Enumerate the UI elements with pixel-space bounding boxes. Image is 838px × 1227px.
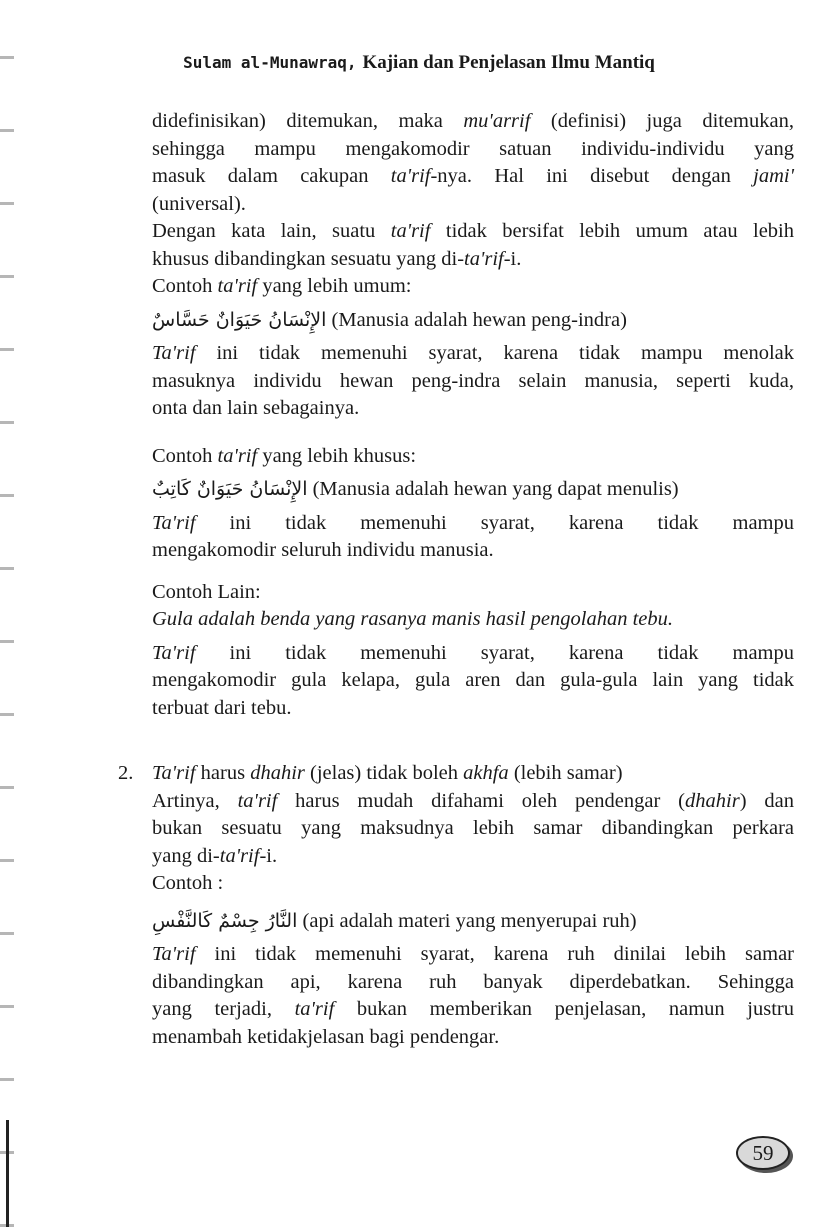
text-line: dibandingkan api, karena ruh banyak diperdebatkan. Sehingga: [152, 970, 794, 993]
text-run: yang lebih umum:: [257, 275, 412, 297]
arabic-text: النَّارُ جِسْمٌ كَالنَّفْسِ: [152, 909, 298, 932]
example-gloss: (Manusia adalah hewan peng-indra): [331, 308, 627, 331]
text-run: (definisi) juga ditemukan,: [530, 110, 794, 132]
italic-term: ta'rif: [217, 444, 258, 467]
page-body: [118, 108, 794, 1051]
text-run: -nya. Hal ini disebut dengan: [430, 165, 754, 187]
text-run: masuk dalam cakupan: [152, 165, 391, 187]
text-line: mengakomodir gula kelapa, gula aren dan gula-gula lain yang tidak: [152, 669, 794, 691]
arabic-example-line: [152, 476, 794, 504]
text-run: -i.: [503, 247, 522, 270]
example-gloss: (api adalah materi yang menyerupai ruh): [302, 909, 637, 932]
text-line: [152, 246, 794, 274]
italic-term: Ta'rif: [152, 511, 196, 534]
text-run: -i.: [259, 844, 278, 867]
text-run: yang terjadi,: [152, 998, 295, 1020]
italic-term: ta'rif: [294, 998, 335, 1020]
binding-edge: [6, 1120, 9, 1227]
italic-term: Ta'rif: [152, 762, 196, 784]
italic-term: ta'rif: [219, 844, 260, 867]
running-header: [0, 52, 838, 74]
italic-term: akhfa: [463, 762, 509, 784]
italic-term: ta'rif: [464, 247, 504, 270]
text-run: harus: [195, 762, 251, 784]
text-line: [152, 163, 794, 191]
text-run: ini tidak memenuhi syarat, karena tidak mampu menolak: [195, 342, 794, 364]
example-intro: [152, 273, 794, 301]
page-number-badge: [736, 1136, 790, 1170]
italic-term: Ta'rif: [152, 943, 196, 965]
text-line: [152, 843, 794, 871]
text-run: yang di-: [152, 844, 220, 867]
arabic-text: الإِنْسَانُ حَيَوَانٌ حَسَّاسٌ: [152, 308, 327, 331]
text-line: [152, 788, 794, 816]
text-run: yang lebih khusus:: [257, 444, 417, 467]
text-line: bukan sesuatu yang maksudnya lebih samar dibandingkan perkara: [152, 817, 794, 839]
text-run: (lebih samar): [508, 762, 623, 784]
text-line: sehingga mampu mengakomodir satuan individu-individu yang: [152, 137, 794, 160]
italic-term: ta'rif: [390, 165, 431, 187]
text-line: [152, 941, 794, 969]
arabic-text: الإِنْسَانُ حَيَوَانٌ كَاتِبٌ: [152, 478, 308, 500]
spacer: [152, 423, 794, 443]
arabic-example-line: [152, 908, 794, 936]
example-general: [152, 273, 794, 423]
italic-term: ta'rif: [390, 220, 431, 242]
italic-term: dhahir: [250, 762, 305, 784]
italic-term: mu'arrif: [463, 110, 531, 132]
spacer: [152, 565, 794, 579]
paragraph-continuation: [152, 108, 794, 218]
text-run: harus mudah difahami oleh pendengar (: [277, 789, 686, 812]
text-run: ini tidak memenuhi syarat, karena tidak mampu: [195, 641, 794, 664]
text-line: [152, 218, 794, 246]
header-title-rest: Kajian dan Penjelasan Ilmu Mantiq: [362, 52, 655, 73]
text-line: [152, 996, 794, 1024]
text-line: onta dan lain sebagainya.: [152, 397, 360, 419]
example-specific: [152, 443, 794, 565]
text-run: ) dan: [739, 789, 794, 812]
text-line: masuknya individu hewan peng-indra selain manusia, seperti kuda,: [152, 369, 794, 392]
text-line: [152, 340, 794, 368]
text-line: [152, 108, 794, 136]
italic-term: dhahir: [685, 789, 740, 812]
italic-term: ta'rif: [217, 275, 258, 297]
list-item-2: [118, 760, 794, 1051]
page-number: 59: [752, 1140, 774, 1165]
text-run: tidak bersifat lebih umum atau lebih: [430, 220, 794, 242]
header-title-mono: Sulam al-Munawraq,: [183, 53, 357, 72]
text-run: bukan memberikan penjelasan, namun justru: [334, 998, 794, 1020]
spacer: [152, 722, 794, 760]
text-run: Dengan kata lain, suatu: [152, 220, 391, 242]
binding-gutter: [0, 0, 14, 1227]
example-sentence: Gula adalah benda yang rasanya manis hasil pengolahan tebu.: [152, 608, 674, 630]
italic-term: Ta'rif: [152, 342, 196, 364]
example-intro: [152, 443, 794, 471]
italic-term: jami': [753, 165, 794, 187]
text-line: terbuat dari tebu.: [152, 696, 292, 719]
example-other: [152, 579, 794, 723]
arabic-example-line: [152, 307, 794, 335]
text-run: Artinya,: [152, 789, 238, 812]
text-line: mengakomodir seluruh individu manusia.: [152, 539, 494, 561]
text-run: (jelas) tidak boleh: [304, 762, 464, 784]
text-line: menambah ketidakjelasan bagi pendengar.: [152, 1025, 500, 1048]
text-run: ini tidak memenuhi syarat, karena ruh dinilai lebih samar: [195, 943, 794, 965]
text-run: didefinisikan) ditemukan, maka: [152, 110, 464, 132]
text-line: (universal).: [152, 192, 246, 215]
example-intro: Contoh :: [152, 872, 224, 894]
list-number: 2.: [118, 762, 134, 784]
example-gloss: (Manusia adalah hewan yang dapat menulis): [312, 478, 679, 500]
text-run: Contoh: [152, 275, 218, 297]
text-run: Contoh: [152, 444, 218, 467]
item-heading: [152, 760, 794, 788]
example-intro: Contoh Lain:: [152, 580, 261, 603]
text-line: [152, 510, 794, 538]
paragraph-restatement: [152, 218, 794, 273]
text-line: [152, 640, 794, 668]
text-run: khusus dibandingkan sesuatu yang di-: [152, 247, 465, 270]
text-run: ini tidak memenuhi syarat, karena tidak mampu: [195, 511, 794, 534]
italic-term: Ta'rif: [152, 641, 196, 664]
italic-term: ta'rif: [237, 789, 278, 812]
